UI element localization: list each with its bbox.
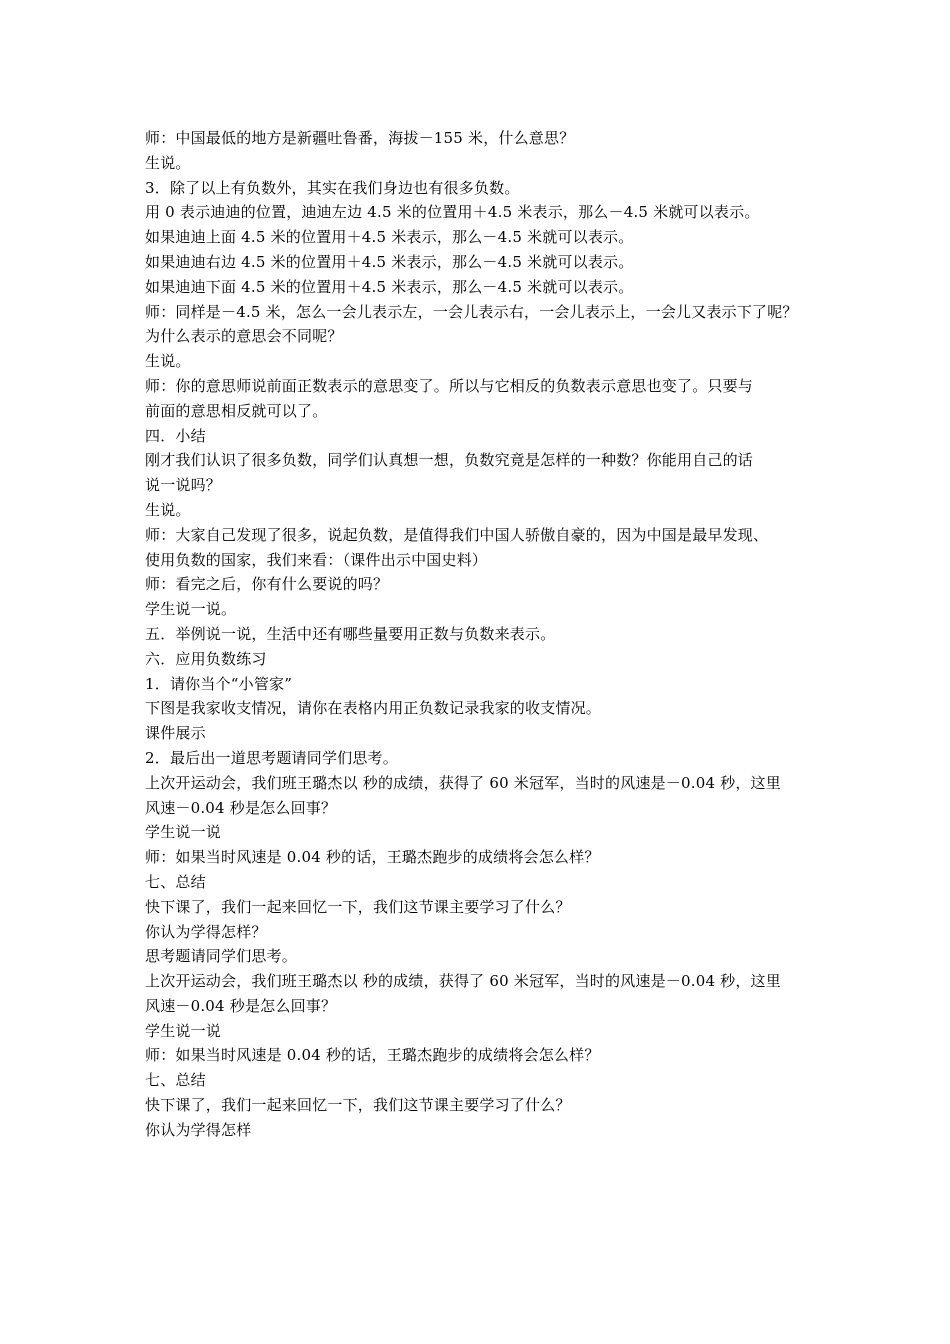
section-heading: 七、总结: [145, 872, 206, 891]
document-body: [145, 126, 825, 1143]
text-line: 风速－0.04 秒是怎么回事？: [145, 798, 337, 817]
text-line: 快下课了，我们一起来回忆一下，我们这节课主要学习了什么？: [145, 897, 571, 916]
text-line: 使用负数的国家，我们来看：（课件出示中国史料）: [145, 550, 488, 569]
section-heading: 五．举例说一说，生活中还有哪些量要用正数与负数来表示。: [145, 624, 556, 643]
text-line: 为什么表示的意思会不同呢？: [145, 327, 343, 346]
text-line: 你认为学得怎样: [145, 1120, 252, 1139]
text-line: 生说。: [145, 352, 191, 371]
text-line: 学生说一说: [145, 1021, 222, 1040]
text-line: 生说。: [145, 153, 191, 172]
text-line: 说一说吗？: [145, 476, 222, 495]
text-line: 如果迪迪上面 4.5 米的位置用＋4.5 米表示，那么－4.5 米就可以表示。: [145, 228, 634, 247]
section-heading: 七、总结: [145, 1071, 206, 1090]
text-line: 师：你的意思师说前面正数表示的意思变了。所以与它相反的负数表示意思也变了。只要与: [145, 376, 754, 395]
text-line: 课件展示: [145, 724, 206, 743]
text-line: 前面的意思相反就可以了。: [145, 401, 328, 420]
text-line: 学生说一说。: [145, 600, 237, 619]
text-line: 快下课了，我们一起来回忆一下，我们这节课主要学习了什么？: [145, 1096, 571, 1115]
text-line: 上次开运动会，我们班王璐杰以 秒的成绩，获得了 60 米冠军，当时的风速是－0.04 秒，这里: [145, 773, 781, 792]
text-line: 如果迪迪右边 4.5 米的位置用＋4.5 米表示，那么－4.5 米就可以表示。: [145, 252, 634, 271]
text-line: 风速－0.04 秒是怎么回事？: [145, 996, 337, 1015]
text-line: 上次开运动会，我们班王璐杰以 秒的成绩，获得了 60 米冠军，当时的风速是－0.04 秒，这里: [145, 972, 781, 991]
text-line: 师：如果当时风速是 0.04 秒的话，王璐杰跑步的成绩将会怎么样？: [145, 848, 600, 867]
text-line: 师：同样是－4.5 米，怎么一会儿表示左，一会儿表示右，一会儿表示上，一会儿又表示下了呢？: [145, 302, 798, 321]
text-line: 你认为学得怎样？: [145, 922, 267, 941]
text-line: 师：中国最低的地方是新疆吐鲁番，海拔－155 米，什么意思？: [145, 129, 575, 147]
text-line: 刚才我们认识了很多负数，同学们认真想一想，负数究竟是怎样的一种数？你能用自己的话: [145, 451, 754, 470]
text-line: 3．除了以上有负数外，其实在我们身边也有很多负数。: [145, 178, 520, 197]
text-line: 学生说一说: [145, 823, 222, 842]
text-line: 师：看完之后，你有什么要说的吗？: [145, 575, 389, 594]
text-line: 如果迪迪下面 4.5 米的位置用＋4.5 米表示，那么－4.5 米就可以表示。: [145, 277, 634, 296]
text-line: 师：如果当时风速是 0.04 秒的话，王璐杰跑步的成绩将会怎么样？: [145, 1046, 600, 1065]
text-line: 用 0 表示迪迪的位置，迪迪左边 4.5 米的位置用＋4.5 米表示，那么－4.5 米就可以表示。: [145, 203, 760, 222]
text-line: 下图是我家收支情况，请你在表格内用正负数记录我家的收支情况。: [145, 699, 602, 718]
text-line: 生说。: [145, 500, 191, 519]
text-line: 师：大家自己发现了很多，说起负数，是值得我们中国人骄傲自豪的，因为中国是最早发现、: [145, 525, 769, 544]
text-line: 思考题请同学们思考。: [145, 947, 298, 966]
text-line: 1．请你当个“小管家”: [145, 674, 293, 693]
section-heading: 四．小结: [145, 426, 206, 445]
text-line: 2．最后出一道思考题请同学们思考。: [145, 748, 398, 767]
section-heading: 六．应用负数练习: [145, 649, 267, 668]
